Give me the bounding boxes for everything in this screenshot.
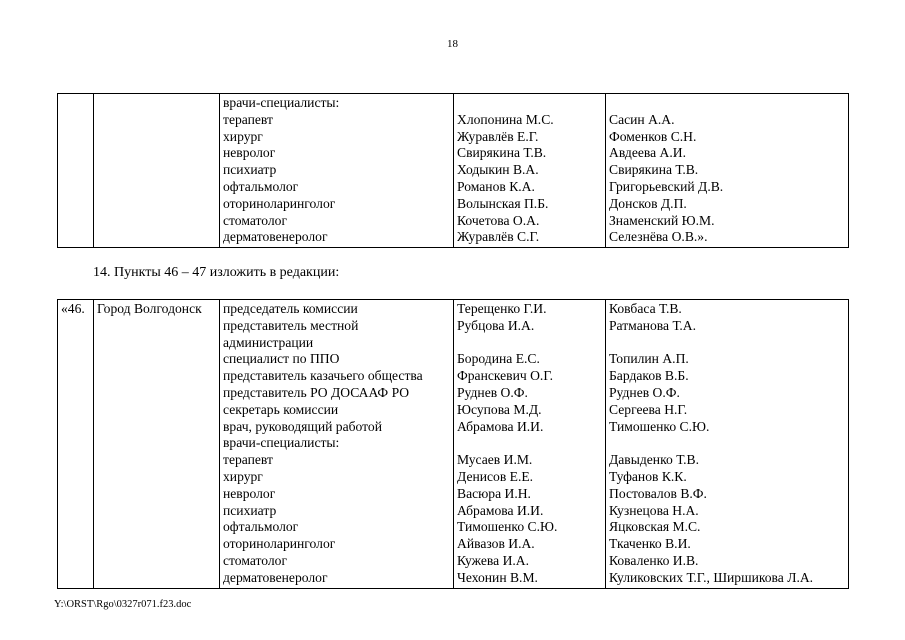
cell-line: Ходыкин В.А. <box>457 162 539 178</box>
cell-line: Селезнёва О.В.». <box>609 229 708 245</box>
cell-line: Денисов Е.Е. <box>457 468 534 484</box>
cell-line: Хлопонина М.С. <box>457 111 554 127</box>
cell-line: Донсков Д.П. <box>609 195 687 211</box>
location-cell <box>94 94 220 248</box>
cell-line: Руднев О.Ф. <box>609 384 680 400</box>
cell-line: Ратманова Т.А. <box>609 317 697 333</box>
cell-line: Чехонин В.М. <box>457 569 538 585</box>
cell-line: врач, руководящий работой <box>223 418 382 434</box>
cell-line: Кужева И.А. <box>457 552 530 568</box>
cell-line: психиатр <box>223 162 277 178</box>
cell-line: оториноларинголог <box>223 195 336 211</box>
cell-line: офтальмолог <box>223 519 299 535</box>
cell-line: Юсупова М.Д. <box>457 401 542 417</box>
table-row <box>58 300 849 589</box>
cell-line: Айвазов И.А. <box>457 536 535 552</box>
cell-line: Рубцова И.А. <box>457 317 535 333</box>
cell-line: врачи-специалисты: <box>223 95 340 110</box>
cell-line: председатель комиссии <box>223 301 358 316</box>
cell-line: Франскевич О.Г. <box>457 368 554 384</box>
cell-line: невролог <box>223 145 276 161</box>
cell-line: Свирякина Т.В. <box>609 162 699 178</box>
cell-line: офтальмолог <box>223 178 299 194</box>
page-number: 18 <box>447 38 458 50</box>
cell-line: Абрамова И.И. <box>457 418 544 434</box>
cell-line: терапевт <box>223 452 273 468</box>
cell-line: хирург <box>223 128 263 144</box>
cell-line: Сергеева Н.Г. <box>609 401 688 417</box>
cell-line: Журавлёв Е.Г. <box>457 128 539 144</box>
cell-line: Абрамова И.И. <box>457 502 544 518</box>
location-cell: Город Волгодонск <box>94 300 220 589</box>
deputies-cell <box>606 300 849 589</box>
members-cell <box>454 300 606 589</box>
cell-line: Свирякина Т.В. <box>457 145 547 161</box>
cell-line: Коваленко И.В. <box>609 552 699 568</box>
cell-line: представитель казачьего общества <box>223 368 423 384</box>
cell-line <box>609 335 845 352</box>
cell-line: Васюра И.Н. <box>457 485 531 501</box>
cell-line: Кузнецова Н.А. <box>609 502 699 518</box>
roles-cell <box>220 300 454 589</box>
cell-line: оториноларинголог <box>223 536 336 552</box>
cell-line: Топилин А.П. <box>609 351 689 367</box>
cell-line: Постовалов В.Ф. <box>609 485 707 501</box>
cell-line: Тимошенко С.Ю. <box>609 418 710 434</box>
cell-line: Мусаев И.М. <box>457 452 533 468</box>
cell-line: специалист по ППО <box>223 351 340 367</box>
file-path-footer: Y:\ORST\Rgo\0327r071.f23.doc <box>54 599 192 610</box>
cell-line: Бардаков В.Б. <box>609 368 689 384</box>
commission-table-volgodonsk <box>57 299 849 589</box>
item-number-cell: «46. <box>58 300 94 589</box>
cell-line: Волынская П.Б. <box>457 195 549 211</box>
cell-line <box>457 435 602 452</box>
table-row <box>58 94 849 248</box>
cell-line: Романов К.А. <box>457 178 535 194</box>
cell-line: Журавлёв С.Г. <box>457 229 540 245</box>
item-number-cell <box>58 94 94 248</box>
cell-line: Сасин А.А. <box>609 111 675 127</box>
cell-line: невролог <box>223 485 276 501</box>
cell-line: Ткаченко В.И. <box>609 536 691 552</box>
cell-line: Григорьевский Д.В. <box>609 178 724 194</box>
cell-line: хирург <box>223 468 263 484</box>
amendment-instruction: 14. Пункты 46 – 47 изложить в редакции: <box>93 265 340 280</box>
cell-line: стоматолог <box>223 552 288 568</box>
cell-line: Фоменков С.Н. <box>609 128 697 144</box>
cell-line: психиатр <box>223 502 277 518</box>
cell-line: Авдеева А.И. <box>609 145 686 161</box>
cell-line: Туфанов К.К. <box>609 468 687 484</box>
cell-line: дерматовенеролог <box>223 569 328 585</box>
cell-line: терапевт <box>223 111 273 127</box>
cell-line <box>609 95 845 112</box>
deputies-cell <box>606 94 849 248</box>
cell-line: Бородина Е.С. <box>457 351 540 367</box>
members-cell <box>454 94 606 248</box>
cell-line: Знаменский Ю.М. <box>609 212 715 228</box>
cell-line: представитель РО ДОСААФ РО <box>223 384 410 400</box>
roles-cell <box>220 94 454 248</box>
cell-line: Терещенко Г.И. <box>457 301 547 316</box>
cell-line: Ковбаса Т.В. <box>609 301 682 316</box>
cell-line: Яцковская М.С. <box>609 519 701 535</box>
cell-line: представитель местной <box>223 317 359 333</box>
cell-line: дерматовенеролог <box>223 229 328 245</box>
cell-line: стоматолог <box>223 212 288 228</box>
cell-line <box>457 335 602 352</box>
cell-line: секретарь комиссии <box>223 401 339 417</box>
cell-line: Кочетова О.А. <box>457 212 540 228</box>
cell-line: администрации <box>223 334 314 350</box>
cell-line: Давыденко Т.В. <box>609 452 699 468</box>
cell-line: Тимошенко С.Ю. <box>457 519 558 535</box>
cell-line: врачи-специалисты: <box>223 435 340 451</box>
cell-line: Руднев О.Ф. <box>457 384 528 400</box>
cell-line <box>457 95 602 112</box>
cell-line <box>609 435 845 452</box>
cell-line: Куликовских Т.Г., Ширшикова Л.А. <box>609 569 814 585</box>
commission-table-continued <box>57 93 849 248</box>
